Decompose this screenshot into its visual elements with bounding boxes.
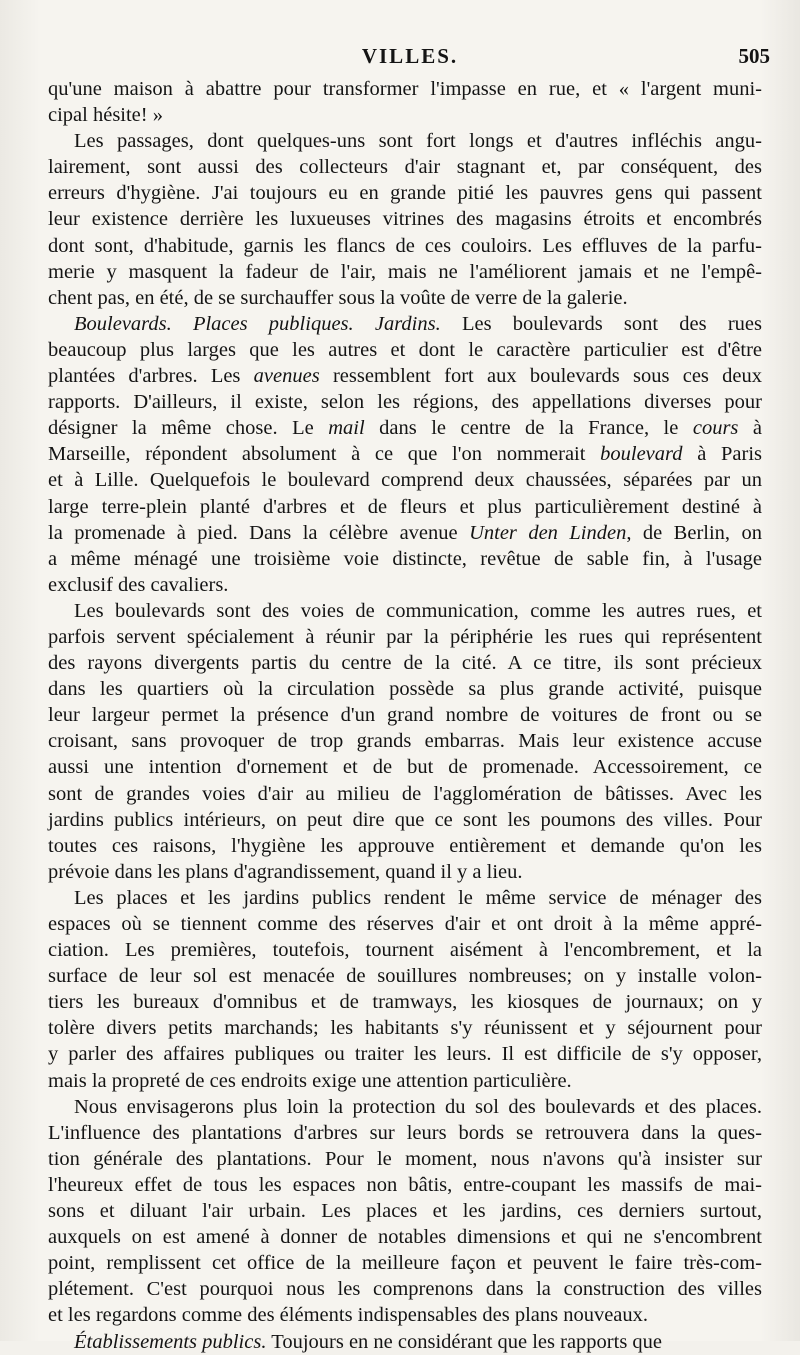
line-text: tolère divers petits marchands; les habitants s'y réunissent et y séjournent pour xyxy=(48,1017,762,1040)
line-text: et à Lille. Quelquefois le boulevard comprend deux chaussées, séparées par un xyxy=(48,469,762,492)
text-line xyxy=(48,415,762,441)
line-text: aussi une intention d'ornement et de but de promenade. Accessoirement, ce xyxy=(48,756,762,779)
text-line xyxy=(48,754,762,780)
text-line xyxy=(48,807,762,833)
text-line xyxy=(48,1146,762,1172)
line-text: mais la propreté de ces endroits exige une attention particulière. xyxy=(48,1069,572,1092)
line-text: L'influence des plantations d'arbres sur leurs bords se retrouvera dans la ques- xyxy=(48,1121,762,1144)
text-line xyxy=(48,128,762,154)
line-text: Les boulevards sont des rues xyxy=(461,312,763,335)
paragraph xyxy=(48,311,762,598)
text-line xyxy=(48,989,762,1015)
running-title: VILLES. xyxy=(361,44,459,68)
text-line xyxy=(48,520,762,546)
line-text: Toujours en ne considérant que les rapports que xyxy=(271,1330,663,1353)
line-text: sont de grandes voies d'air au milieu de l'agglomération de bâtisses. Avec les xyxy=(48,782,762,805)
text-line xyxy=(48,1172,762,1198)
text-line xyxy=(48,1068,762,1094)
line-text: plantées d'arbres. Les avenues ressemblent fort aux boulevards sous ces deux xyxy=(48,365,762,388)
paragraph xyxy=(48,76,762,128)
text-line xyxy=(48,781,762,807)
inline-heading: Boulevards. Places publiques. Jardins. xyxy=(74,312,441,335)
line-text: beaucoup plus larges que les autres et dont le caractère particulier est d'être xyxy=(48,338,762,361)
line-text: leur largeur permet la présence d'un grand nombre de voitures de front ou se xyxy=(48,704,762,727)
line-text: désigner la même chose. Le mail dans le centre de la France, le cours à xyxy=(48,417,762,440)
line-text: dont sont, d'habitude, garnis les flancs de ces couloirs. Les effluves de la parfu- xyxy=(48,234,762,257)
text-line xyxy=(48,1224,762,1250)
line-text: croisant, sans provoquer de trop grands embarras. Mais leur existence accuse xyxy=(48,730,762,753)
paragraph xyxy=(48,885,762,1094)
text-line xyxy=(48,963,762,989)
line-text: Marseille, répondent absolument à ce que l'on nommerait boulevard à Paris xyxy=(48,443,762,466)
inline-heading: Établissements publics. xyxy=(74,1330,267,1353)
text-line xyxy=(48,911,762,937)
body-text xyxy=(48,76,762,1355)
text-line xyxy=(48,624,762,650)
text-line xyxy=(48,467,762,493)
line-text: prévoie dans les plans d'agrandissement, quand il y a lieu. xyxy=(48,860,523,883)
line-text: surface de leur sol est menacée de souillures nombreuses; on y installe volon- xyxy=(48,965,762,988)
line-text: y parler des affaires publiques ou traiter les leurs. Il est difficile de s'y opposer, xyxy=(48,1043,762,1066)
text-line xyxy=(48,1120,762,1146)
text-line xyxy=(48,1094,762,1120)
text-line xyxy=(48,311,762,337)
line-text: Les boulevards sont des voies de communication, comme les autres rues, et xyxy=(74,599,762,622)
line-text: espaces où se tiennent comme des réserves d'air et ont droit à la même appré- xyxy=(48,913,762,935)
text-line xyxy=(48,154,762,180)
line-text: toutes ces raisons, l'hygiène les approuve entièrement et demande qu'on les xyxy=(48,834,762,857)
line-text: dans les quartiers où la circulation possède sa plus grande activité, puisque xyxy=(48,678,762,701)
line-text: rapports. D'ailleurs, il existe, selon les régions, des appellations diverses pour xyxy=(48,391,762,414)
text-line xyxy=(48,833,762,859)
paragraph xyxy=(48,1094,762,1329)
line-text: parfois servent spécialement à réunir par la périphérie les rues qui représentent xyxy=(48,625,762,648)
line-text: leur existence derrière les luxueuses vitrines des magasins étroits et encombrés xyxy=(48,208,762,231)
line-text: erreurs d'hygiène. J'ai toujours eu en grande pitié les pauvres gens qui passent xyxy=(48,182,762,205)
line-text: et les regardons comme des éléments indispensables des plans nouveaux. xyxy=(48,1304,649,1327)
line-text: qu'une maison à abattre pour transformer l'impasse en rue, et « l'argent muni- xyxy=(48,78,762,100)
line-text: chent pas, en été, de se surchauffer sous la voûte de verre de la galerie. xyxy=(48,286,628,309)
line-text: Nous envisagerons plus loin la protection du sol des boulevards et des places. xyxy=(74,1095,762,1118)
line-text: ciation. Les premières, toutefois, tournent aisément à l'encombrement, et la xyxy=(48,939,762,962)
text-line xyxy=(48,650,762,676)
paragraph xyxy=(48,598,762,885)
text-line xyxy=(48,1329,762,1355)
text-line xyxy=(48,363,762,389)
text-line xyxy=(48,1041,762,1067)
text-line xyxy=(48,337,762,363)
page-header xyxy=(50,44,770,74)
line-text: Les passages, dont quelques-uns sont fort longs et d'autres infléchis angu- xyxy=(74,130,762,153)
line-text: cipal hésite! » xyxy=(48,104,163,127)
text-line xyxy=(48,1302,762,1328)
text-line xyxy=(48,1198,762,1224)
text-line xyxy=(48,206,762,232)
text-line xyxy=(48,285,762,311)
text-line xyxy=(48,494,762,520)
line-text: tion générale des plantations. Pour le moment, nous n'avons qu'à insister sur xyxy=(48,1147,762,1170)
line-text: des rayons divergents partis du centre de la cité. A ce titre, ils sont précieux xyxy=(48,652,762,675)
text-line xyxy=(48,1276,762,1302)
text-line xyxy=(48,859,762,885)
paragraph xyxy=(48,1329,762,1355)
text-line xyxy=(48,728,762,754)
line-text: large terre-plein planté d'arbres et de fleurs et plus particulièrement destiné à xyxy=(48,495,762,518)
text-line xyxy=(48,937,762,963)
line-text: merie y masquent la fadeur de l'air, mais ne l'améliorent jamais et ne l'empê- xyxy=(48,260,762,283)
text-line xyxy=(48,702,762,728)
text-line xyxy=(48,76,762,102)
line-text: jardins publics intérieurs, on peut dire que ce sont les poumons des villes. Pour xyxy=(48,808,762,831)
text-line xyxy=(48,546,762,572)
line-text: tiers les bureaux d'omnibus et de tramways, les kiosques de journaux; on y xyxy=(48,991,762,1014)
line-text: lairement, sont aussi des collecteurs d'air stagnant et, par conséquent, des xyxy=(48,156,762,179)
line-text: point, remplissent cet office de la meilleure façon et peuvent le faire très-com- xyxy=(48,1252,762,1275)
line-text: la promenade à pied. Dans la célèbre avenue Unter den Linden, de Berlin, on xyxy=(48,521,762,544)
text-line xyxy=(48,233,762,259)
line-text: sons et diluant l'air urbain. Les places et les jardins, ces derniers surtout, xyxy=(48,1200,762,1223)
page-number: 505 xyxy=(738,44,770,68)
text-line xyxy=(48,1250,762,1276)
text-line xyxy=(48,885,762,911)
text-line xyxy=(48,102,762,128)
text-line xyxy=(48,572,762,598)
line-text: plétement. C'est pourquoi nous les comprenons dans la construction des villes xyxy=(48,1278,762,1301)
text-line xyxy=(48,180,762,206)
text-line xyxy=(48,676,762,702)
line-text: Les places et les jardins publics rendent le même service de ménager des xyxy=(74,886,762,909)
line-text: l'heureux effet de tous les espaces non bâtis, entre-coupant les massifs de mai- xyxy=(48,1173,762,1196)
text-line xyxy=(48,1015,762,1041)
line-text: exclusif des cavaliers. xyxy=(48,573,229,596)
line-text: auxquels on est amené à donner de notables dimensions et qui ne s'encombrent xyxy=(48,1226,762,1249)
text-line xyxy=(48,598,762,624)
text-line xyxy=(48,441,762,467)
text-line xyxy=(48,259,762,285)
line-text: a même ménagé une troisième voie distincte, revêtue de sable fin, à l'usage xyxy=(48,547,762,570)
paragraph xyxy=(48,128,762,311)
text-line xyxy=(48,389,762,415)
